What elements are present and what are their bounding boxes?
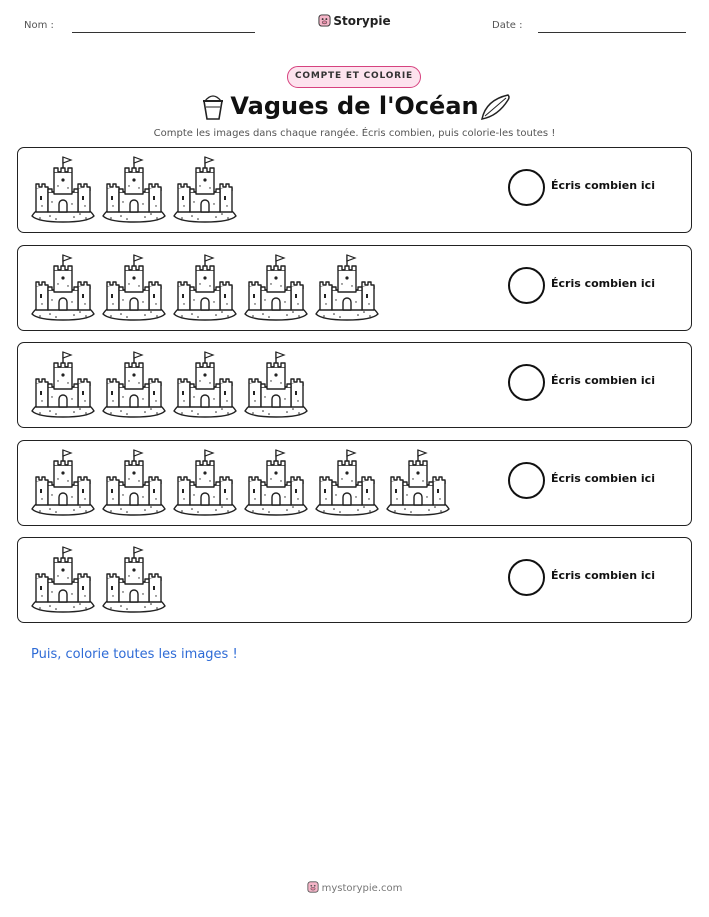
pig-logo-icon	[307, 881, 319, 893]
sandcastle-icon	[30, 351, 96, 419]
count-row-1	[17, 147, 692, 233]
date-line[interactable]	[538, 32, 686, 33]
page-title: Vagues de l'Océan	[230, 92, 479, 120]
answer-circle[interactable]	[508, 364, 545, 401]
sandcastle-icon	[30, 254, 96, 322]
pig-logo-icon	[318, 14, 331, 27]
sandcastle-icon	[172, 254, 238, 322]
answer-circle[interactable]	[508, 169, 545, 206]
sandcastle-icon	[243, 351, 309, 419]
instructions: Compte les images dans chaque rangée. Écris combien, puis colorie-les toutes !	[153, 128, 556, 139]
sandcastle-icon	[243, 449, 309, 517]
sandcastle-icon	[30, 546, 96, 614]
answer-label: Écris combien ici	[551, 277, 655, 290]
brand-logo	[0, 14, 709, 28]
activity-badge: COMPTE ET COLORIE	[287, 66, 421, 88]
sandcastle-icon	[101, 156, 167, 224]
sandcastle-icon	[172, 351, 238, 419]
surfboard-icon	[478, 92, 514, 122]
answer-label: Écris combien ici	[551, 374, 655, 387]
sandcastle-icon	[243, 254, 309, 322]
title-area	[0, 90, 709, 126]
sandcastle-icon	[172, 156, 238, 224]
footer-instruction: Puis, colorie toutes les images !	[31, 647, 238, 662]
count-row-4	[17, 440, 692, 526]
count-row-3	[17, 342, 692, 428]
answer-circle[interactable]	[508, 267, 545, 304]
date-label: Date :	[492, 20, 523, 31]
answer-label: Écris combien ici	[551, 472, 655, 485]
sandcastle-icon	[30, 449, 96, 517]
sandcastle-icon	[101, 546, 167, 614]
answer-circle[interactable]	[508, 462, 545, 499]
answer-label: Écris combien ici	[551, 179, 655, 192]
sandcastle-icon	[314, 449, 380, 517]
sandcastle-icon	[30, 156, 96, 224]
footer-url: mystorypie.com	[321, 883, 403, 894]
sandcastle-icon	[314, 254, 380, 322]
sandcastle-icon	[101, 254, 167, 322]
sandcastle-icon	[172, 449, 238, 517]
sandcastle-icon	[101, 449, 167, 517]
name-line[interactable]	[72, 32, 255, 33]
brand-name: Storypie	[333, 14, 391, 28]
answer-label: Écris combien ici	[551, 569, 655, 582]
sandcastle-icon	[101, 351, 167, 419]
name-label: Nom :	[24, 20, 54, 31]
answer-circle[interactable]	[508, 559, 545, 596]
footer-brand	[0, 881, 709, 894]
count-row-2	[17, 245, 692, 331]
sandcastle-icon	[385, 449, 451, 517]
count-row-5	[17, 537, 692, 623]
